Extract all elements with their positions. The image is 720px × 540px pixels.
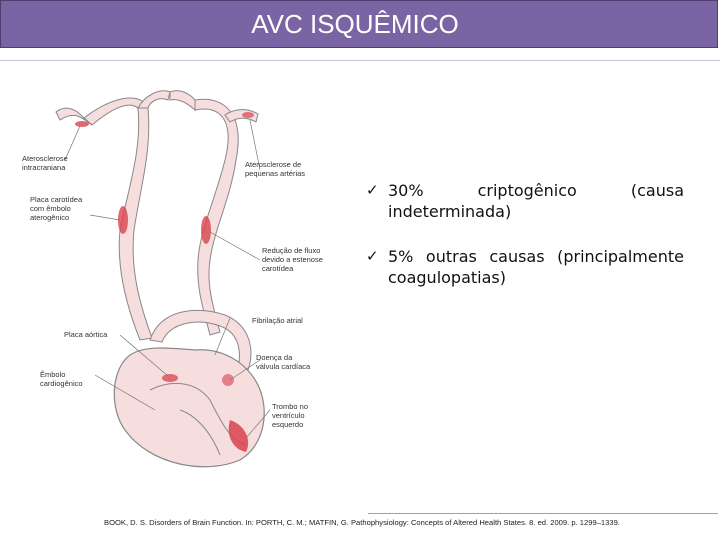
right-cerebral-branch-2: [170, 91, 195, 110]
label-cardiogenic-embolus: Êmbolo cardiogênico: [40, 370, 83, 388]
title-bar: [0, 0, 718, 48]
title-divider: [0, 60, 720, 61]
reference-citation: BOOK, D. S. Disorders of Brain Function. In: PORTH, C. M.; MATFIN, G. Pathophysiology: Concepts of Altered Health States. 8. ed. 2009. p. 1299–1339.: [104, 518, 620, 527]
valve-disease: [222, 374, 234, 386]
left-carotid-artery: [84, 98, 152, 340]
label-reduced-flow: Redução de fluxo devido a estenose carotídea: [262, 246, 323, 273]
bullet-text: 5% outras causas (principalmente coagulopatias): [388, 247, 684, 287]
carotid-stenosis: [201, 216, 211, 244]
bullet-text: 30% criptogênico (causa indeterminada): [388, 181, 684, 221]
label-aortic-plaque: Placa aórtica: [64, 330, 108, 339]
bullet-item: [366, 180, 684, 222]
label-atrial-fibrillation: Fibrilação atrial: [252, 316, 303, 325]
small-artery-plaque: [242, 112, 254, 118]
intracranial-plaque: [75, 121, 89, 127]
right-carotid-artery: [195, 99, 238, 335]
label-small-artery-atherosclerosis: Aterosclerose de pequenas artérias: [245, 160, 306, 178]
checkmark-icon: ✓: [366, 181, 379, 199]
reference-divider: [368, 513, 718, 514]
bullet-list: [366, 180, 684, 312]
left-cerebral-branch-2: [138, 91, 170, 108]
aortic-plaque: [162, 374, 178, 382]
label-left-ventricle-thrombus: Trombo no ventrículo esquerdo: [272, 402, 308, 429]
ischemic-stroke-diagram: [20, 80, 350, 480]
slide-title: AVC ISQUÊMICO: [251, 8, 459, 39]
label-intracranial-atherosclerosis: Aterosclerose intracraniana: [22, 154, 68, 172]
label-valve-disease: Doença da válvula cardíaca: [256, 353, 311, 371]
label-carotid-plaque: Placa carotídea com êmbolo aterogênico: [30, 195, 83, 222]
bullet-item: [366, 246, 684, 288]
checkmark-icon: ✓: [366, 247, 379, 265]
